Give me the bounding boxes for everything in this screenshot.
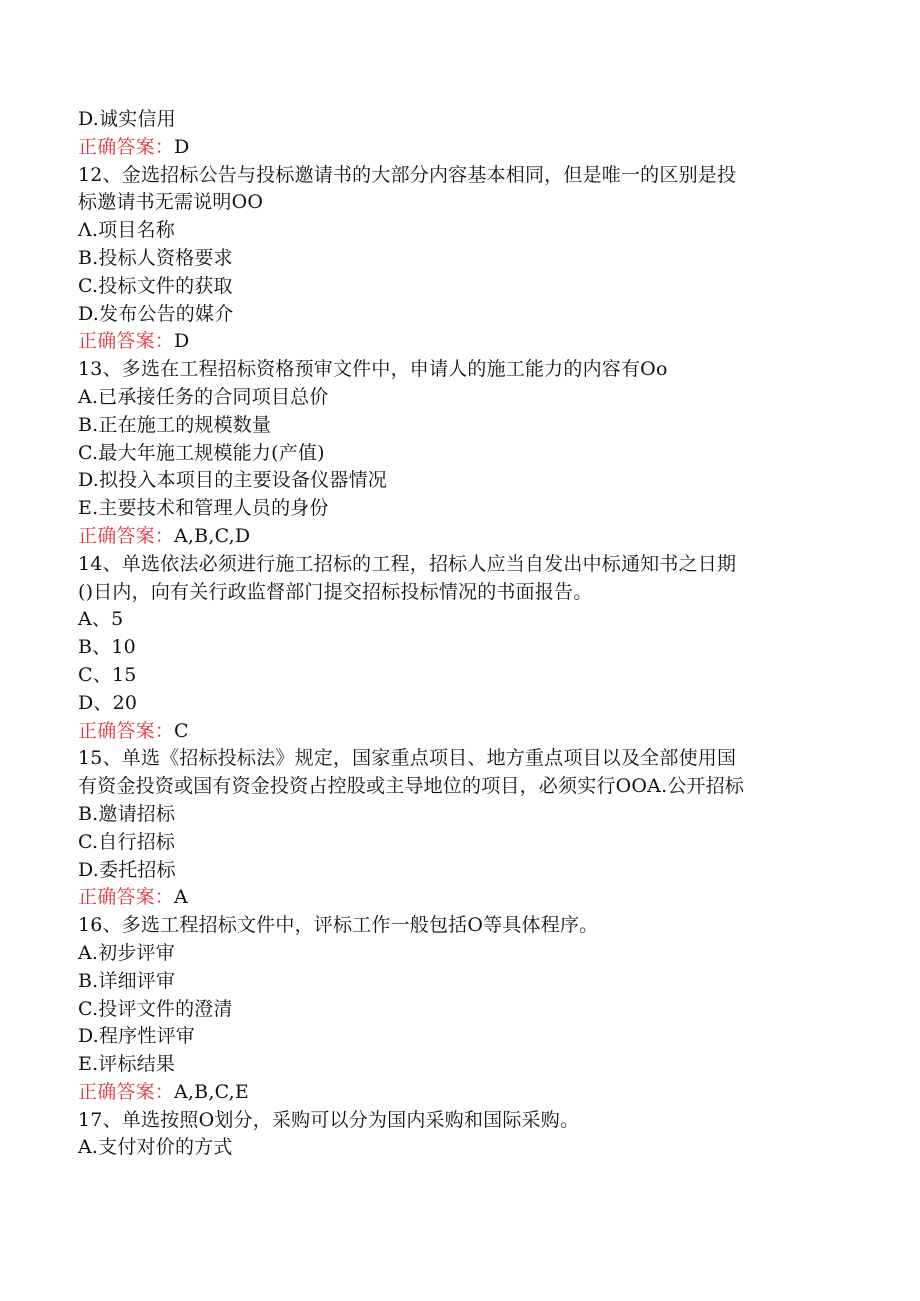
option-line: A.初步评审: [78, 941, 175, 964]
option-line: C、15: [78, 663, 137, 686]
option-line: B.正在施工的规模数量: [78, 413, 272, 436]
document-body: [78, 106, 838, 1162]
option-line: B、10: [78, 636, 136, 659]
question-line: 12、金选招标公告与投标邀请书的大部分内容基本相同，但是唯一的区别是投: [78, 163, 737, 186]
answer-line: [78, 718, 838, 746]
option-line: A.支付对价的方式: [78, 1136, 233, 1159]
answer-line: [78, 134, 838, 162]
answer-line: [78, 884, 838, 912]
question-line: 16、多选工程招标文件中，评标工作一般包括O等具体程序。: [78, 914, 599, 937]
question-line: ()日内，向有关行政监督部门提交招标投标情况的书面报告。: [78, 580, 593, 603]
answer-label: 正确答案：: [78, 886, 175, 909]
option-line: D.委托招标: [78, 858, 176, 881]
answer-value: A,B,C,E: [174, 1080, 249, 1103]
option-line: C.投标文件的获取: [78, 274, 233, 297]
option-line: D.诚实信用: [78, 108, 176, 130]
option-line: Λ.项目名称: [78, 219, 175, 242]
option-line: D.程序性评审: [78, 1025, 195, 1048]
option-line: B.投标人资格要求: [78, 246, 233, 269]
answer-label: 正确答案：: [78, 135, 175, 158]
option-line: B.详细评审: [78, 969, 176, 992]
answer-label: 正确答案：: [78, 330, 175, 353]
answer-value: D: [174, 135, 190, 158]
option-line: A.已承接任务的合同项目总价: [78, 385, 329, 408]
question-line: 13、多选在工程招标资格预审文件中，申请人的施工能力的内容有Oo: [78, 358, 668, 381]
option-line: C.最大年施工规模能力(产值): [78, 441, 325, 464]
option-line: D.拟投入本项目的主要设备仪器情况: [78, 469, 387, 492]
answer-value: D: [174, 330, 190, 353]
answer-line: [78, 1079, 838, 1107]
question-line: 15、单选《招标投标法》规定，国家重点项目、地方重点项目以及全部使用国: [78, 747, 737, 770]
question-line: 14、单选依法必须进行施工招标的工程，招标人应当自发出中标通知书之日期: [78, 552, 737, 575]
question-line: 有资金投资或国有资金投资占控股或主导地位的项目，必须实行OOA.公开招标: [78, 775, 745, 798]
answer-value: A: [174, 886, 188, 909]
option-line: C.自行招标: [78, 830, 176, 853]
answer-label: 正确答案：: [78, 719, 175, 742]
option-line: E.评标结果: [78, 1053, 176, 1076]
answer-label: 正确答案：: [78, 524, 175, 547]
option-line: A、5: [78, 608, 124, 631]
answer-line: [78, 523, 838, 551]
option-line: C.投评文件的澄清: [78, 997, 233, 1020]
answer-value: C: [174, 719, 189, 742]
option-line: B.邀请招标: [78, 802, 176, 825]
answer-label: 正确答案：: [78, 1080, 175, 1103]
question-line: 标邀请书无需说明OO: [78, 191, 264, 214]
option-line: E.主要技术和管理人员的身份: [78, 497, 329, 520]
answer-value: A,B,C,D: [174, 524, 251, 547]
option-line: D、20: [78, 691, 138, 714]
option-line: D.发布公告的媒介: [78, 302, 234, 325]
answer-line: [78, 328, 838, 356]
question-line: 17、单选按照O划分，采购可以分为国内采购和国际采购。: [78, 1108, 580, 1131]
